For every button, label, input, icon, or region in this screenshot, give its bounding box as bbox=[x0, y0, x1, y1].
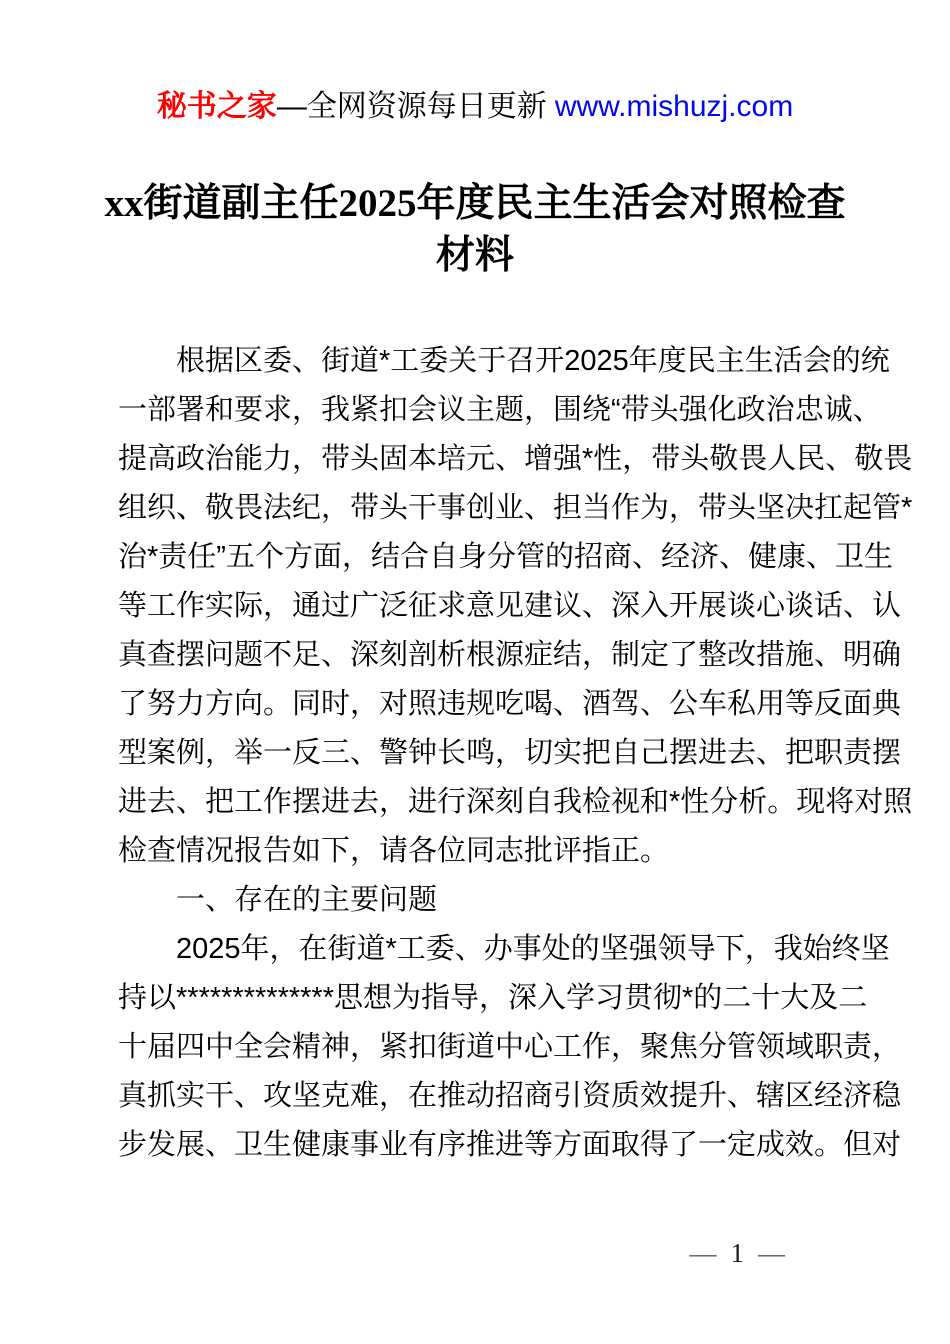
paragraph-1-line: 等工作实际，通过广泛征求意见建议、深入开展谈心谈话、认 bbox=[118, 590, 902, 622]
document-title bbox=[0, 178, 950, 282]
paragraph-2-line: 真抓实干、攻坚克难，在推动招商引资质效提升、辖区经济稳 bbox=[118, 1080, 902, 1112]
paragraph-2-line: 2025年，在街道*工委、办事处的坚强领导下，我始终坚 bbox=[176, 933, 890, 965]
paragraph-1-line: 根据区委、街道*工委关于召开2025年度民主生活会的统 bbox=[176, 345, 890, 377]
page-number-dash-right: — bbox=[758, 1238, 785, 1268]
section-1-heading: 一、存在的主要问题 bbox=[176, 884, 438, 916]
paragraph-1-line: 进去、把工作摆进去，进行深刻自我检视和*性分析。现将对照 bbox=[118, 786, 913, 818]
page-footer bbox=[0, 1237, 950, 1269]
site-brand: 秘书之家 bbox=[156, 90, 277, 123]
paragraph-2-line: 十届四中全会精神，紧扣街道中心工作，聚焦分管领域职责， bbox=[118, 1031, 902, 1063]
document-title-line-2: 材料 bbox=[435, 234, 514, 277]
document-body bbox=[118, 337, 913, 1170]
paragraph-2-line: 步发展、卫生健康事业有序推进等方面取得了一定成效。但对 bbox=[118, 1129, 902, 1161]
document-title-line-1: xx街道副主任2025年度民主生活会对照检查 bbox=[104, 182, 846, 225]
site-url-link[interactable]: www.mishuzj.com bbox=[554, 90, 794, 123]
paragraph-1-line: 组织、敬畏法纪，带头干事创业、担当作为，带头坚决扛起管* bbox=[118, 492, 913, 524]
paragraph-1-line: 一部署和要求，我紧扣会议主题，围绕“带头强化政治忠诚、 bbox=[118, 394, 882, 426]
paragraph-1-line: 提高政治能力，带头固本培元、增强*性，带头敬畏人民、敬畏 bbox=[118, 443, 913, 475]
paragraph-1-line: 真查摆问题不足、深刻剖析根源症结，制定了整改措施、明确 bbox=[118, 639, 902, 671]
page-number-dash-left: — bbox=[689, 1238, 717, 1268]
paragraph-1-line: 治*责任”五个方面，结合自身分管的招商、经济、健康、卫生 bbox=[118, 541, 893, 573]
paragraph-1-line: 了努力方向。同时，对照违规吃喝、酒驾、公车私用等反面典 bbox=[118, 688, 902, 720]
site-header bbox=[0, 0, 950, 128]
paragraph-2-line: 持以**************思想为指导，深入学习贯彻*的二十大及二 bbox=[118, 982, 868, 1014]
paragraph-1-line: 型案例，举一反三、警钟长鸣，切实把自己摆进去、把职责摆 bbox=[118, 737, 902, 769]
site-tagline: —全网资源每日更新 bbox=[276, 90, 547, 123]
paragraph-1-line: 检查情况报告如下，请各位同志批评指正。 bbox=[118, 835, 670, 867]
page-number: 1 bbox=[730, 1238, 744, 1268]
